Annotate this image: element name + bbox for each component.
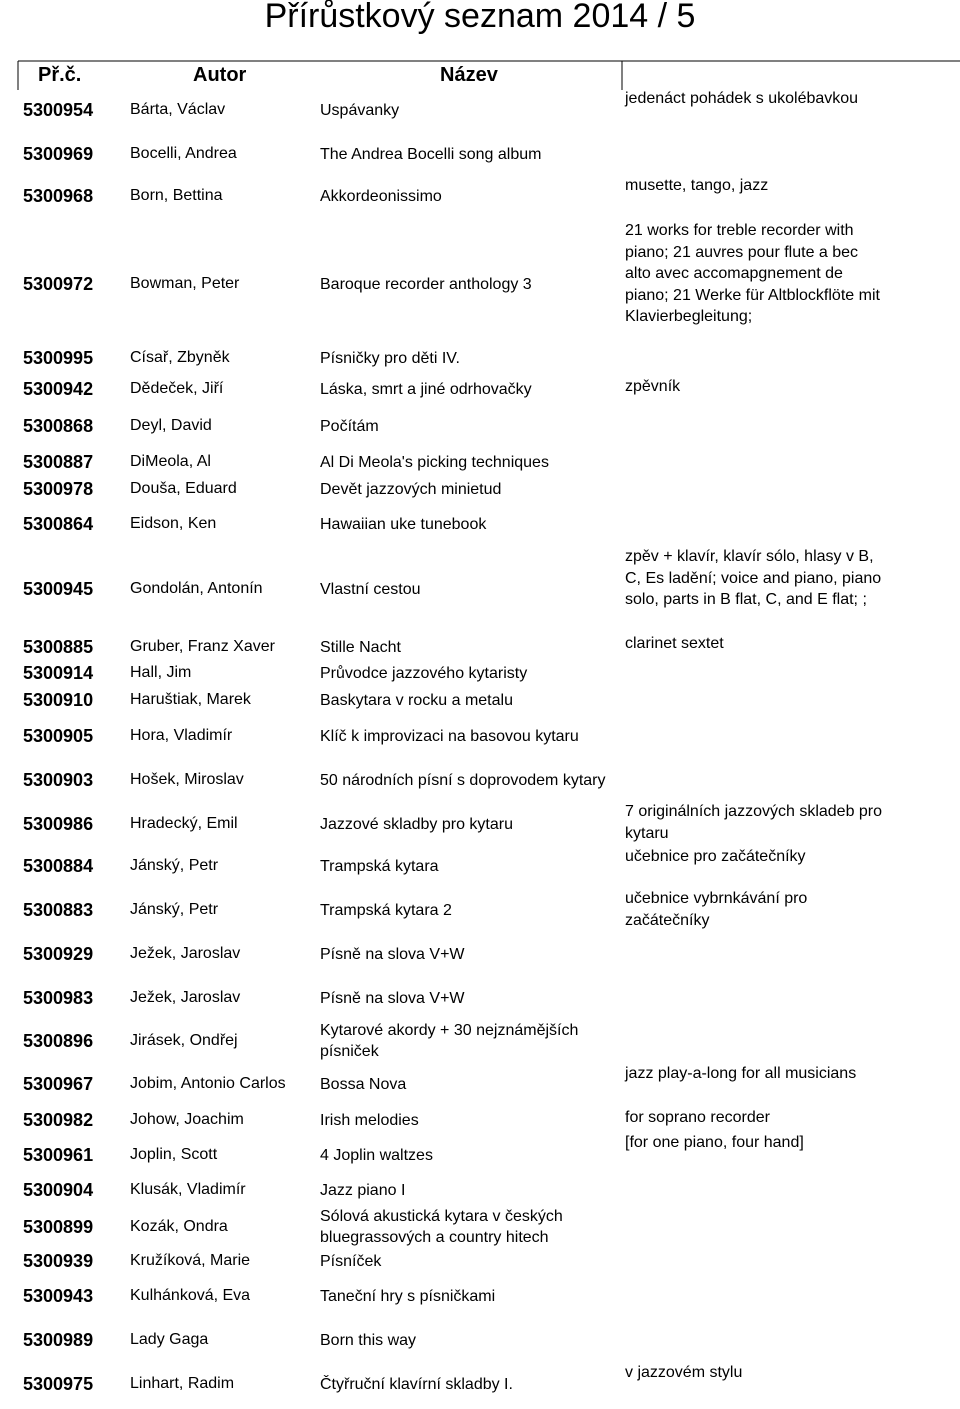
item-author: Deyl, David (130, 417, 212, 434)
item-number: 5300943 (23, 1285, 94, 1306)
item-number: 5300989 (23, 1329, 94, 1350)
item-author: Eidson, Ken (130, 515, 217, 532)
item-author: Haruštiak, Marek (130, 691, 251, 708)
item-title: Trampská kytara 2 (320, 901, 452, 919)
item-title: Bossa Nova (320, 1075, 407, 1093)
item-author: Hora, Vladimír (130, 727, 233, 744)
table-row (0, 687, 960, 713)
item-number: 5300983 (23, 987, 94, 1008)
item-number: 5300961 (23, 1144, 94, 1165)
item-number: 5300969 (23, 143, 94, 164)
item-author: Bowman, Peter (130, 275, 240, 292)
item-note: musette, tango, jazz (625, 177, 769, 194)
item-author: Jánský, Petr (130, 901, 219, 918)
item-title: Průvodce jazzového kytaristy (320, 664, 528, 682)
table-row (0, 1176, 960, 1204)
item-title: Klíč k improvizaci na basovou kytaru (320, 727, 579, 745)
header-number: Př.č. (38, 64, 82, 86)
item-number: 5300904 (23, 1179, 94, 1200)
item-number: 5300899 (23, 1216, 94, 1237)
item-author: Jánský, Petr (130, 857, 219, 874)
item-number: 5300883 (23, 899, 94, 920)
item-number: 5300978 (23, 478, 94, 499)
item-title: Jazz piano I (320, 1181, 406, 1199)
table-row (0, 1324, 960, 1356)
item-author: Hošek, Miroslav (130, 771, 244, 788)
header-author: Autor (193, 64, 247, 86)
item-title: Irish melodies (320, 1111, 419, 1129)
item-number: 5300868 (23, 415, 94, 436)
item-author: Ježek, Jaroslav (130, 945, 241, 962)
item-number: 5300995 (23, 347, 94, 368)
item-title: Stille Nacht (320, 638, 401, 656)
item-author: Bocelli, Andrea (130, 145, 237, 162)
table-row (0, 476, 960, 502)
item-number: 5300885 (23, 636, 94, 657)
table-row (0, 1204, 960, 1250)
item-title: Písníček (320, 1252, 382, 1270)
item-title: Hawaiian uke tunebook (320, 515, 487, 533)
item-author: Douša, Eduard (130, 480, 237, 497)
item-author: Jirásek, Ondřej (130, 1032, 238, 1049)
item-title: Trampská kytara (320, 857, 439, 875)
item-author: Born, Bettina (130, 187, 223, 204)
table-row (0, 138, 960, 170)
item-title: Jazzové skladby pro kytaru (320, 815, 513, 833)
item-number: 5300967 (23, 1073, 94, 1094)
item-number: 5300864 (23, 513, 94, 534)
item-number: 5300887 (23, 451, 94, 472)
item-author: Hall, Jim (130, 664, 192, 681)
item-author: Kružíková, Marie (130, 1252, 251, 1269)
item-title: Sólová akustická kytara v českých bluegrassových a country hitech (320, 1208, 563, 1246)
item-author: Hradecký, Emil (130, 815, 238, 832)
item-author: Císař, Zbyněk (130, 349, 230, 366)
item-number: 5300939 (23, 1250, 94, 1271)
item-title: Al Di Meola's picking techniques (320, 453, 549, 471)
item-title: Čtyřruční klavírní skladby I. (320, 1375, 513, 1393)
table-row (0, 344, 960, 372)
item-number: 5300903 (23, 769, 94, 790)
item-number: 5300905 (23, 725, 94, 746)
item-note: 7 originálních jazzových skladeb pro kytaru (625, 803, 883, 842)
item-number: 5300982 (23, 1109, 94, 1130)
table-row (0, 718, 960, 754)
item-author: Joplin, Scott (130, 1146, 218, 1163)
table-row (0, 1018, 960, 1064)
table-row (0, 980, 960, 1016)
item-title: Akkordeonissimo (320, 187, 442, 205)
table-row (0, 410, 960, 442)
item-number: 5300954 (23, 99, 94, 120)
item-note: učebnice vybrnkávání pro začátečníky (625, 890, 808, 929)
item-author: Linhart, Radim (130, 1375, 235, 1392)
item-note: učebnice pro začátečníky (625, 848, 806, 865)
item-note: zpěv + klavír, klavír sólo, hlasy v B, C, Es ladění; voice and piano, piano solo, parts in B flat, C, and E flat; ; (625, 548, 882, 608)
item-title: Vlastní cestou (320, 580, 421, 598)
item-title: Baroque recorder anthology 3 (320, 275, 532, 293)
item-title: The Andrea Bocelli song album (320, 145, 542, 163)
item-number: 5300942 (23, 378, 94, 399)
item-number: 5300986 (23, 813, 94, 834)
item-author: Ježek, Jaroslav (130, 989, 241, 1006)
item-title: Písničky pro děti IV. (320, 349, 460, 367)
item-title: Písně na slova V+W (320, 989, 465, 1007)
table-row (0, 660, 960, 686)
item-title: 4 Joplin waltzes (320, 1146, 433, 1164)
item-author: Johow, Joachim (130, 1111, 244, 1128)
item-author: Gruber, Franz Xaver (130, 638, 275, 655)
item-title: Písně na slova V+W (320, 945, 465, 963)
item-author: Bárta, Václav (130, 101, 226, 118)
item-author: DiMeola, Al (130, 453, 211, 470)
table-row (0, 1280, 960, 1312)
item-number: 5300910 (23, 689, 94, 710)
item-number: 5300975 (23, 1373, 94, 1394)
item-note: v jazzovém stylu (625, 1364, 743, 1381)
item-title: Uspávanky (320, 101, 400, 119)
item-title: Born this way (320, 1331, 417, 1349)
item-title: 50 národních písní s doprovodem kytary (320, 771, 606, 789)
page-title: Přírůstkový seznam 2014 / 5 (264, 0, 696, 35)
item-author: Kozák, Ondra (130, 1218, 228, 1235)
item-number: 5300968 (23, 185, 94, 206)
item-title: Kytarové akordy + 30 nejznámějších písniček (320, 1022, 579, 1060)
item-number: 5300914 (23, 662, 94, 683)
item-note: for soprano recorder (625, 1109, 770, 1126)
item-title: Počítám (320, 417, 379, 435)
item-note: 21 works for treble recorder with piano; 21 auvres pour flute a bec alto avec accomapgnement de piano; 21 Werke für Altblockflöte mit Klavierbegleitung; (625, 222, 880, 325)
header-title: Název (440, 64, 498, 86)
table-row (0, 508, 960, 540)
item-title: Devět jazzových minietud (320, 480, 502, 498)
item-number: 5300929 (23, 943, 94, 964)
item-title: Baskytara v rocku a metalu (320, 691, 513, 709)
item-author: Klusák, Vladimír (130, 1181, 246, 1198)
table-row (0, 449, 960, 475)
item-note: clarinet sextet (625, 635, 724, 652)
item-author: Dědeček, Jiří (130, 380, 224, 397)
item-title: Láska, smrt a jiné odrhovačky (320, 380, 532, 398)
item-author: Kulhánková, Eva (130, 1287, 251, 1304)
item-note: [for one piano, four hand] (625, 1134, 804, 1151)
item-number: 5300945 (23, 578, 94, 599)
item-title: Taneční hry s písničkami (320, 1287, 496, 1305)
item-author: Jobim, Antonio Carlos (130, 1075, 286, 1092)
item-author: Gondolán, Antonín (130, 580, 263, 597)
item-number: 5300884 (23, 855, 94, 876)
item-note: jedenáct pohádek s ukolébavkou (625, 90, 859, 107)
item-author: Lady Gaga (130, 1331, 209, 1348)
item-note: jazz play-a-long for all musicians (625, 1065, 857, 1082)
item-number: 5300896 (23, 1030, 94, 1051)
item-note: zpěvník (625, 378, 681, 395)
table-row (0, 936, 960, 972)
item-number: 5300972 (23, 273, 94, 294)
table-row (0, 1247, 960, 1275)
table-row (0, 758, 960, 802)
